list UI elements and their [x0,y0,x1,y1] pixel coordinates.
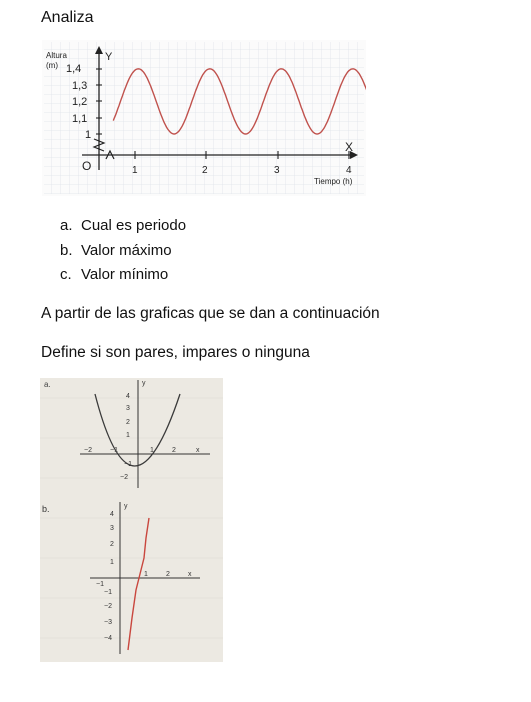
graph-a-y-variable: y [142,380,146,387]
graph-b-y-tick: −2 [104,603,112,610]
graph-a-x-tick: 1 [150,447,154,454]
option-b [60,242,172,259]
graph-a-y-tick: −2 [120,474,128,481]
x-tick-label: 4 [346,165,352,176]
y-axis-unit: (m) [46,61,58,70]
paragraph-instructions: A partir de las graficas que se dan a continuación [41,305,380,322]
x-variable-label: X [345,140,354,154]
graph-a-x-tick: 2 [172,447,176,454]
graph-b-x-tick: 2 [166,571,170,578]
graph-b-y-tick: 4 [110,511,114,518]
option-marker: a. [60,217,73,234]
option-c [60,266,168,283]
x-axis-title: Tiempo (h) [314,177,353,186]
graph-a-label: a. [44,380,51,389]
graph-b-y-tick: 3 [110,525,114,532]
option-marker: b. [60,242,73,259]
y-tick-label: 1 [85,129,92,141]
x-tick-label: 3 [274,165,280,176]
graph-b-x-tick: 1 [144,571,148,578]
graph-b-x-tick: −1 [96,581,104,588]
graph-b-label: b. [42,504,50,514]
y-tick-label: 1,2 [72,96,88,108]
graph-a-y-tick: 4 [126,393,130,400]
option-marker: c. [60,266,72,283]
graph-b-x-tick: x [188,571,192,578]
graph-b-y-tick: 2 [110,541,114,548]
option-a [60,217,186,234]
graph-b-y-tick: −1 [104,589,112,596]
x-tick-label: 2 [202,165,208,176]
graph-b-y-tick: 1 [110,559,114,566]
graph-b-y-tick: −3 [104,619,112,626]
graph-b-y-variable: y [124,503,128,510]
graph-a-x-tick: −1 [110,447,118,454]
heading: Analiza [41,9,94,26]
graph-a-x-tick: x [196,447,200,454]
graph-a-y-tick: 3 [126,405,130,412]
graph-a-y-tick: −1 [124,461,132,468]
y-axis-title: Altura [46,51,67,60]
y-tick-label: 1,3 [72,80,88,92]
graph-b-y-tick: −4 [104,635,112,642]
y-tick-label: 1,1 [72,113,88,125]
option-text: Cual es periodo [81,217,187,234]
y-tick-label: 1,4 [66,63,82,75]
option-text: Valor máximo [81,242,172,259]
graph-a-x-tick: −2 [84,447,92,454]
y-variable-label: Y [105,51,113,63]
parity-graphs-figure [40,378,223,662]
paragraph-question: Define si son pares, impares o ninguna [41,344,310,361]
option-text: Valor mínimo [81,266,169,283]
x-tick-label: 1 [132,165,138,176]
graph-a-y-tick: 1 [126,432,130,439]
graph-a-y-tick: 2 [126,419,130,426]
sine-graph-figure [42,40,366,196]
origin-label: O [82,159,92,173]
